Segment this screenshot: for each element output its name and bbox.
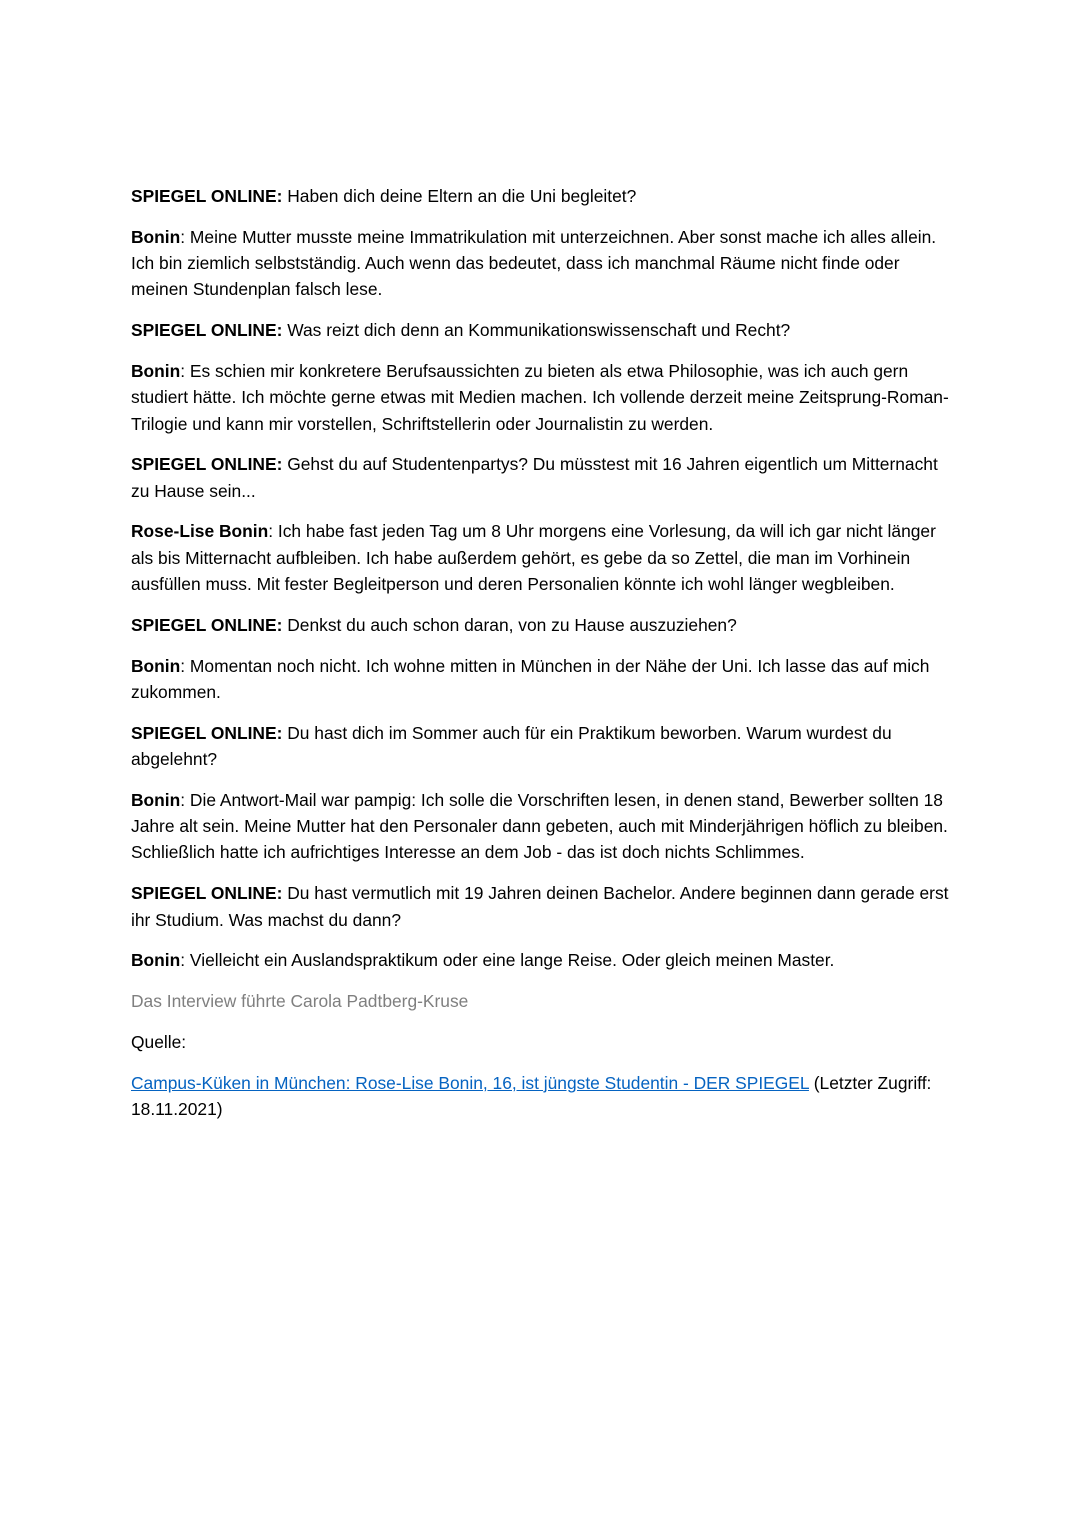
speaker-label: SPIEGEL ONLINE:	[131, 722, 283, 743]
interview-paragraph	[131, 947, 953, 973]
paragraph-text: : Vielleicht ein Auslandspraktikum oder eine lange Reise. Oder gleich meinen Master.	[180, 950, 835, 971]
speaker-label: SPIEGEL ONLINE:	[131, 186, 283, 206]
speaker-label: Bonin	[131, 655, 181, 676]
interview-paragraph	[131, 451, 953, 504]
interview-paragraph	[131, 183, 953, 209]
interview-paragraph	[131, 224, 953, 303]
speaker-label: Bonin	[131, 226, 181, 247]
document-body	[131, 183, 953, 1137]
paragraph-text: Du hast vermutlich mit 19 Jahren deinen Bachelor. Andere beginnen dann gerade erst ihr Studium. Was machst du dann?	[131, 883, 949, 930]
speaker-label: Bonin	[131, 360, 181, 381]
source-link[interactable]: Campus-Küken in München: Rose-Lise Bonin, 16, ist jüngste Studentin - DER SPIEGEL	[131, 1072, 809, 1093]
interview-credit: Das Interview führte Carola Padtberg-Kruse	[131, 991, 469, 1012]
source-citation	[131, 1070, 953, 1123]
speaker-label: SPIEGEL ONLINE:	[131, 883, 283, 904]
interview-paragraph	[131, 880, 953, 933]
paragraph-text: : Die Antwort-Mail war pampig: Ich solle die Vorschriften lesen, in denen stand, Bewerber sollten 18 Jahre alt sein. Meine Mutter hat den Personaler dann gebeten, auch mit Minderjährigen höflich zu bleiben. Schließlich hatte ich aufrichtiges Interesse an dem Job - das ist doch nichts Schlimmes.	[131, 789, 948, 863]
speaker-label: Rose-Lise Bonin	[131, 521, 269, 542]
paragraph-text: Du hast dich im Sommer auch für ein Praktikum beworben. Warum wurdest du abgelehnt?	[131, 722, 892, 770]
interview-paragraph	[131, 720, 953, 773]
interview-paragraph	[131, 317, 953, 343]
interview-paragraph	[131, 612, 953, 638]
paragraph-text: Gehst du auf Studentenpartys? Du müsstest mit 16 Jahren eigentlich um Mitternacht zu Hause sein...	[131, 454, 938, 501]
paragraph-text: : Momentan noch nicht. Ich wohne mitten in München in der Nähe der Uni. Ich lasse das auf mich zukommen.	[131, 655, 930, 702]
paragraph-text: : Meine Mutter musste meine Immatrikulation mit unterzeichnen. Aber sonst mache ich alles allein. Ich bin ziemlich selbstständig. Auch wenn das bedeutet, dass ich manchmal Räume nicht finde oder meinen Stundenplan falsch lese.	[131, 226, 937, 300]
interview-paragraph	[131, 358, 953, 437]
source-label: Quelle:	[131, 1031, 187, 1052]
interview-paragraph	[131, 787, 953, 866]
speaker-label: Bonin	[131, 950, 181, 971]
speaker-label: SPIEGEL ONLINE:	[131, 320, 283, 341]
interview-paragraph	[131, 518, 953, 597]
paragraph-text: Denkst du auch schon daran, von zu Hause auszuziehen?	[282, 614, 737, 635]
source-access-note: (Letzter Zugriff: 18.11.2021)	[131, 1072, 932, 1120]
speaker-label: SPIEGEL ONLINE:	[131, 454, 283, 475]
paragraph-text: : Ich habe fast jeden Tag um 8 Uhr morgens eine Vorlesung, da will ich gar nicht länger als bis Mitternacht aufbleiben. Ich habe außerdem gehört, es gebe da so Zettel, die man im Vorhinein ausfüllen muss. Mit fester Begleitperson und deren Personalien könnte ich wohl länger wegbleiben.	[131, 521, 936, 595]
paragraph-text: Was reizt dich denn an Kommunikationswissenschaft und Recht?	[282, 320, 791, 341]
paragraph-text: : Es schien mir konkretere Berufsaussichten zu bieten als etwa Philosophie, was ich auch gern studiert hätte. Ich möchte gerne etwas mit Medien machen. Ich vollende derzeit meine Zeitsprung-Roman-Trilogie und kann mir vorstellen, Schriftstellerin oder Journalistin zu werden.	[131, 360, 949, 434]
speaker-label: SPIEGEL ONLINE:	[131, 614, 283, 635]
interview-paragraph	[131, 653, 953, 706]
speaker-label: Bonin	[131, 789, 181, 810]
paragraph-text: Haben dich deine Eltern an die Uni begleitet?	[282, 186, 637, 206]
